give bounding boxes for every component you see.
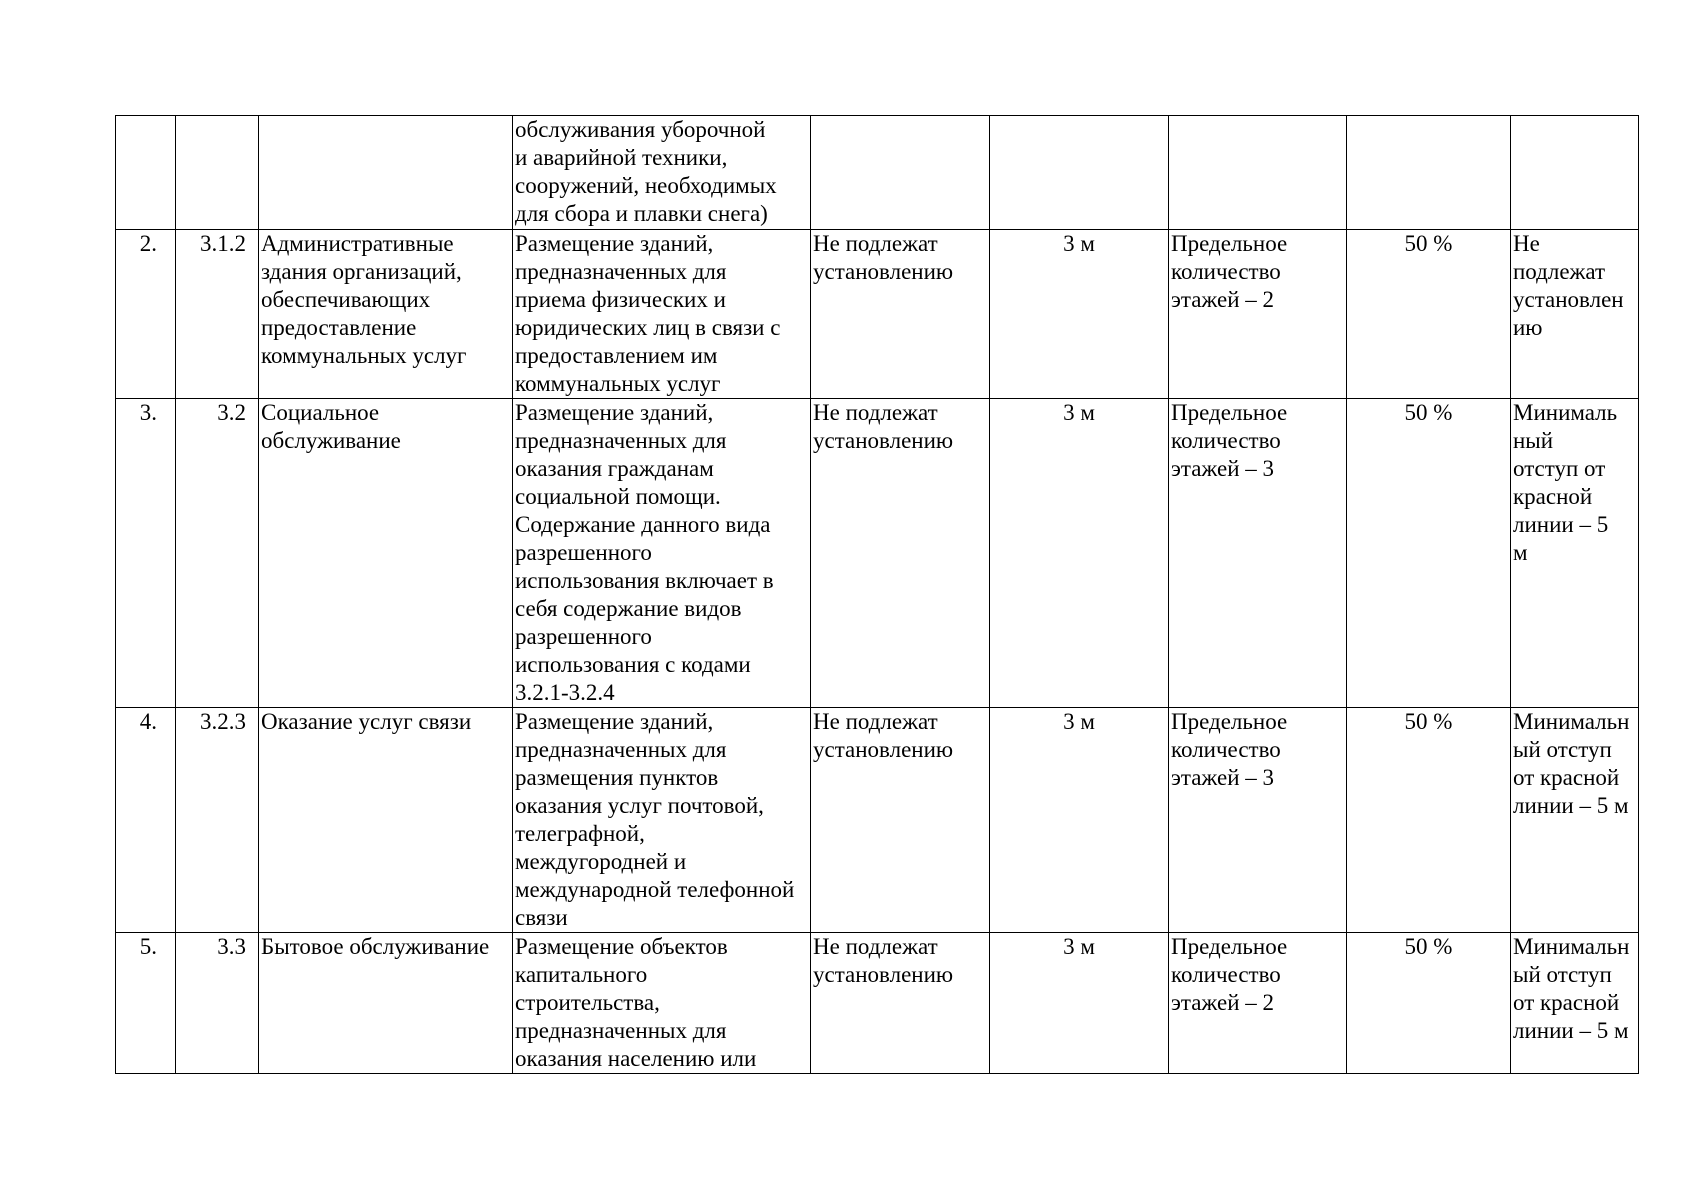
coverage-cell: 50 % [1347, 933, 1511, 1074]
setback-cell: 3 м [990, 708, 1169, 933]
other-params-cell: Не подлежат установлен ию [1511, 230, 1639, 399]
table-row [116, 230, 1639, 399]
floors-cell: Предельное количество этажей – 3 [1169, 708, 1347, 933]
row-number-cell: 4. [116, 708, 176, 933]
other-params-cell [1511, 116, 1639, 230]
floors-cell [1169, 116, 1347, 230]
use-name-cell: Бытовое обслуживание [259, 933, 513, 1074]
other-params-cell: Минимальн ый отступ от красной линии – 5 м [1511, 933, 1639, 1074]
description-cell: обслуживания уборочной и аварийной техники, сооружений, необходимых для сбора и плавки снега) [513, 116, 811, 230]
min-area-cell: Не подлежат установлению [811, 708, 990, 933]
row-number-cell: 3. [116, 399, 176, 708]
coverage-cell: 50 % [1347, 399, 1511, 708]
min-area-cell: Не подлежат установлению [811, 933, 990, 1074]
coverage-cell [1347, 116, 1511, 230]
use-name-cell [259, 116, 513, 230]
use-name-cell: Оказание услуг связи [259, 708, 513, 933]
code-cell: 3.2.3 [176, 708, 259, 933]
table-row [116, 933, 1639, 1074]
coverage-cell: 50 % [1347, 230, 1511, 399]
setback-cell: 3 м [990, 230, 1169, 399]
min-area-cell: Не подлежат установлению [811, 230, 990, 399]
use-name-cell: Социальное обслуживание [259, 399, 513, 708]
description-cell: Размещение объектов капитального строительства, предназначенных для оказания населению или [513, 933, 811, 1074]
floors-cell: Предельное количество этажей – 2 [1169, 230, 1347, 399]
coverage-cell: 50 % [1347, 708, 1511, 933]
setback-cell: 3 м [990, 399, 1169, 708]
code-cell: 3.2 [176, 399, 259, 708]
floors-cell: Предельное количество этажей – 2 [1169, 933, 1347, 1074]
min-area-cell [811, 116, 990, 230]
table-row [116, 399, 1639, 708]
code-cell [176, 116, 259, 230]
setback-cell: 3 м [990, 933, 1169, 1074]
other-params-cell: Минималь ный отступ от красной линии – 5 м [1511, 399, 1639, 708]
floors-cell: Предельное количество этажей – 3 [1169, 399, 1347, 708]
use-name-cell: Административные здания организаций, обеспечивающих предоставление коммунальных услуг [259, 230, 513, 399]
other-params-cell: Минимальн ый отступ от красной линии – 5 м [1511, 708, 1639, 933]
description-cell: Размещение зданий, предназначенных для размещения пунктов оказания услуг почтовой, телеграфной, междугородней и международной телефонной связи [513, 708, 811, 933]
description-cell: Размещение зданий, предназначенных для приема физических и юридических лиц в связи с предоставлением им коммунальных услуг [513, 230, 811, 399]
min-area-cell: Не подлежат установлению [811, 399, 990, 708]
land-use-table [115, 115, 1639, 1074]
row-number-cell [116, 116, 176, 230]
row-number-cell: 2. [116, 230, 176, 399]
table-row [116, 116, 1639, 230]
table-row [116, 708, 1639, 933]
row-number-cell: 5. [116, 933, 176, 1074]
description-cell: Размещение зданий, предназначенных для оказания гражданам социальной помощи. Содержание данного вида разрешенного использования включает в себя содержание видов разрешенного использования с кодами 3.2.1-3.2.4 [513, 399, 811, 708]
code-cell: 3.3 [176, 933, 259, 1074]
code-cell: 3.1.2 [176, 230, 259, 399]
setback-cell [990, 116, 1169, 230]
